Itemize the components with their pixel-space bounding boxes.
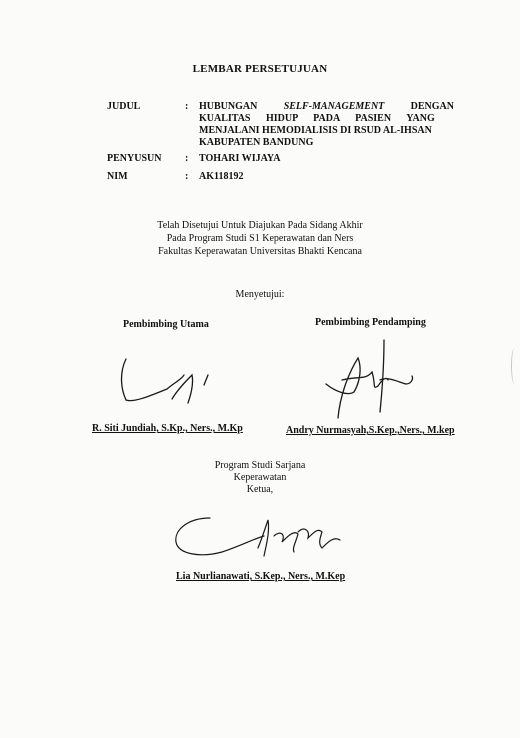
program-head-block [0, 460, 520, 496]
approval-line-3: Fakultas Keperawatan Universitas Bhakti Kencana [158, 246, 362, 257]
program-head-signature [170, 508, 360, 566]
nim-colon: : [185, 171, 189, 182]
main-supervisor-role: Pembimbing Utama [123, 319, 209, 330]
judul-value [199, 101, 454, 149]
agree-label: Menyetujui: [235, 289, 285, 300]
judul-row [107, 101, 454, 149]
nim-label: NIM [107, 171, 128, 182]
judul-colon: : [185, 101, 189, 112]
approval-line-2: Pada Program Studi S1 Keperawatan dan Ners [166, 233, 354, 244]
program-line-3: Ketua, [246, 484, 274, 495]
judul-line-2: KUALITAS HIDUP PADA PASIEN YANG [199, 113, 435, 124]
judul-line-3: MENJALANI HEMODIALISIS DI RSUD AL-IHSAN [199, 125, 432, 136]
main-supervisor-signature [112, 345, 222, 415]
judul-line-1 [199, 101, 454, 113]
program-head-name: Lia Nurlianawati, S.Kep., Ners., M.Kep [176, 571, 346, 582]
judul-label: JUDUL [107, 101, 141, 112]
nim-row [107, 171, 454, 183]
program-line-2: Keperawatan [233, 472, 287, 483]
program-line-1: Program Studi Sarjana [214, 460, 306, 471]
judul-pre: HUBUNGAN [199, 101, 258, 112]
penyusun-label: PENYUSUN [107, 153, 162, 164]
penyusun-colon: : [185, 153, 189, 164]
page-edge-mark [511, 348, 518, 384]
penyusun-row [107, 153, 454, 165]
judul-line-4: KABUPATEN BANDUNG [199, 137, 314, 148]
second-supervisor-role: Pembimbing Pendamping [315, 317, 426, 328]
second-supervisor-signature [318, 336, 428, 426]
main-supervisor-name: R. Siti Jundiah, S.Kp., Ners., M.Kp [92, 423, 243, 434]
penyusun-value: TOHARI WIJAYA [199, 153, 281, 164]
judul-italic: SELF-MANAGEMENT [283, 101, 385, 112]
second-supervisor-name: Andry Nurmasyah,S.Kep.,Ners., M.kep [286, 425, 455, 436]
page-title: LEMBAR PERSETUJUAN [192, 63, 328, 75]
nim-value: AK118192 [199, 171, 244, 182]
approval-statement [0, 219, 520, 258]
approval-line-1: Telah Disetujui Untuk Diajukan Pada Sidang Akhir [157, 220, 363, 231]
judul-line1-post: DENGAN [410, 101, 454, 112]
